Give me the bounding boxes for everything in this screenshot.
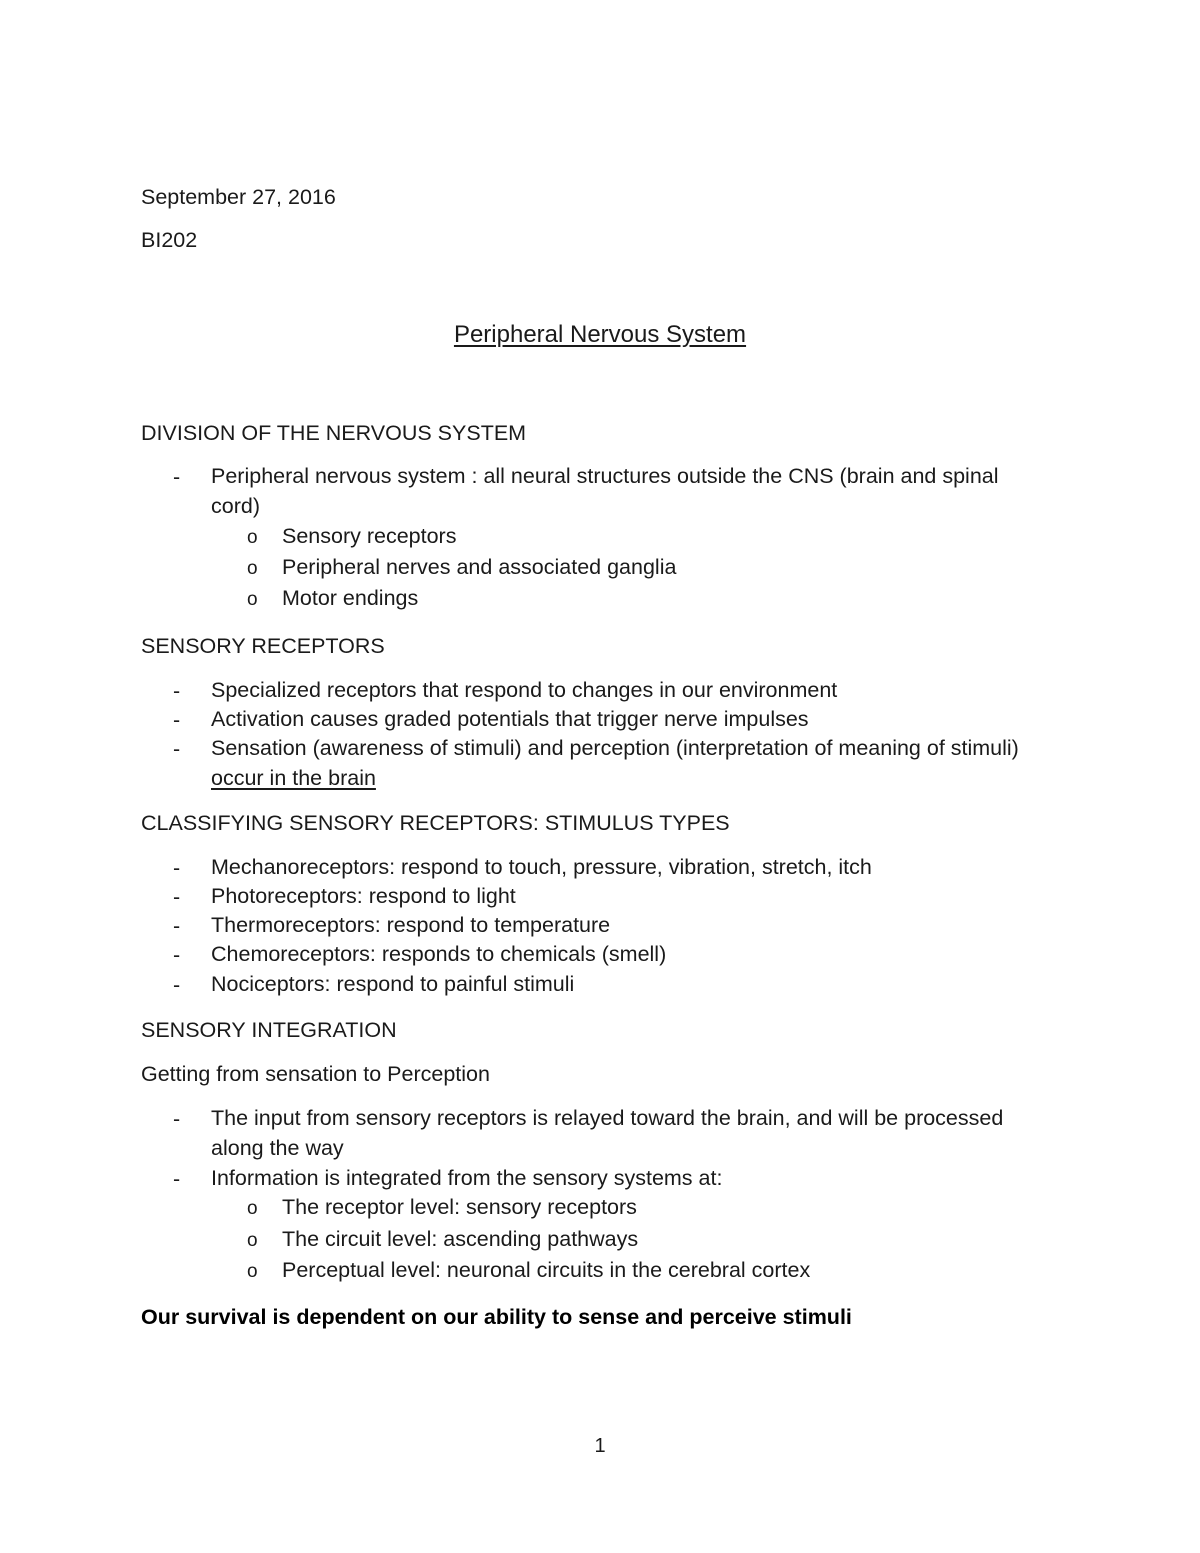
- sub-bullet-marker: o: [247, 589, 258, 610]
- sub-bullet-item: Peripheral nerves and associated ganglia: [282, 555, 677, 579]
- bullet-item: Chemoreceptors: responds to chemicals (smell): [211, 942, 667, 966]
- section-intro: Getting from sensation to Perception: [141, 1062, 490, 1086]
- bullet-marker: -: [173, 973, 181, 997]
- sub-bullet-marker: o: [247, 1198, 258, 1219]
- bullet-item: Thermoreceptors: respond to temperature: [211, 913, 611, 937]
- sub-bullet-item: The receptor level: sensory receptors: [282, 1195, 637, 1219]
- bullet-item: Mechanoreceptors: respond to touch, pressure, vibration, stretch, itch: [211, 855, 872, 879]
- section-heading-stimulus-types: CLASSIFYING SENSORY RECEPTORS: STIMULUS TYPES: [141, 811, 730, 835]
- sub-bullet-marker: o: [247, 527, 258, 548]
- bullet-item-text: Sensation (awareness of stimuli) and perception (interpretation of meaning of stimuli): [211, 736, 1019, 760]
- bullet-marker: -: [173, 856, 181, 880]
- bullet-marker: -: [173, 679, 181, 703]
- sub-bullet-item: Motor endings: [282, 586, 419, 610]
- bullet-marker: -: [173, 708, 181, 732]
- bullet-marker: -: [173, 737, 181, 761]
- bullet-item: Photoreceptors: respond to light: [211, 884, 516, 908]
- bullet-item: [211, 734, 1041, 793]
- underlined-phrase: occur in the brain: [211, 765, 376, 790]
- bullet-item: Information is integrated from the sensory systems at:: [211, 1166, 723, 1190]
- bullet-marker: -: [173, 943, 181, 967]
- page-title: Peripheral Nervous System: [453, 321, 747, 348]
- bullet-item: Specialized receptors that respond to changes in our environment: [211, 678, 838, 702]
- section-heading-division: DIVISION OF THE NERVOUS SYSTEM: [141, 421, 527, 445]
- sub-bullet-item: Sensory receptors: [282, 524, 457, 548]
- bullet-item: Nociceptors: respond to painful stimuli: [211, 972, 575, 996]
- sub-bullet-marker: o: [247, 1230, 258, 1251]
- bullet-item: Activation causes graded potentials that trigger nerve impulses: [211, 707, 809, 731]
- bullet-item: Peripheral nervous system : all neural structures outside the CNS (brain and spinal cord): [211, 464, 999, 518]
- page-number: 1: [594, 1435, 606, 1457]
- section-heading-integration: SENSORY INTEGRATION: [141, 1018, 397, 1042]
- conclusion-statement: Our survival is dependent on our ability to sense and perceive stimuli: [141, 1305, 852, 1329]
- section-heading-sensory-receptors: SENSORY RECEPTORS: [141, 634, 385, 658]
- bullet-item: The input from sensory receptors is relayed toward the brain, and will be processed along the way: [211, 1106, 1004, 1160]
- course-code: BI202: [141, 228, 198, 252]
- sub-bullet-item: The circuit level: ascending pathways: [282, 1227, 639, 1251]
- bullet-marker: -: [173, 885, 181, 909]
- document-date: September 27, 2016: [141, 185, 336, 209]
- bullet-marker: -: [173, 914, 181, 938]
- sub-bullet-marker: o: [247, 1261, 258, 1282]
- bullet-marker: -: [173, 1107, 181, 1131]
- sub-bullet-marker: o: [247, 558, 258, 579]
- bullet-marker: -: [173, 465, 181, 489]
- sub-bullet-item: Perceptual level: neuronal circuits in the cerebral cortex: [282, 1258, 811, 1282]
- bullet-marker: -: [173, 1167, 181, 1191]
